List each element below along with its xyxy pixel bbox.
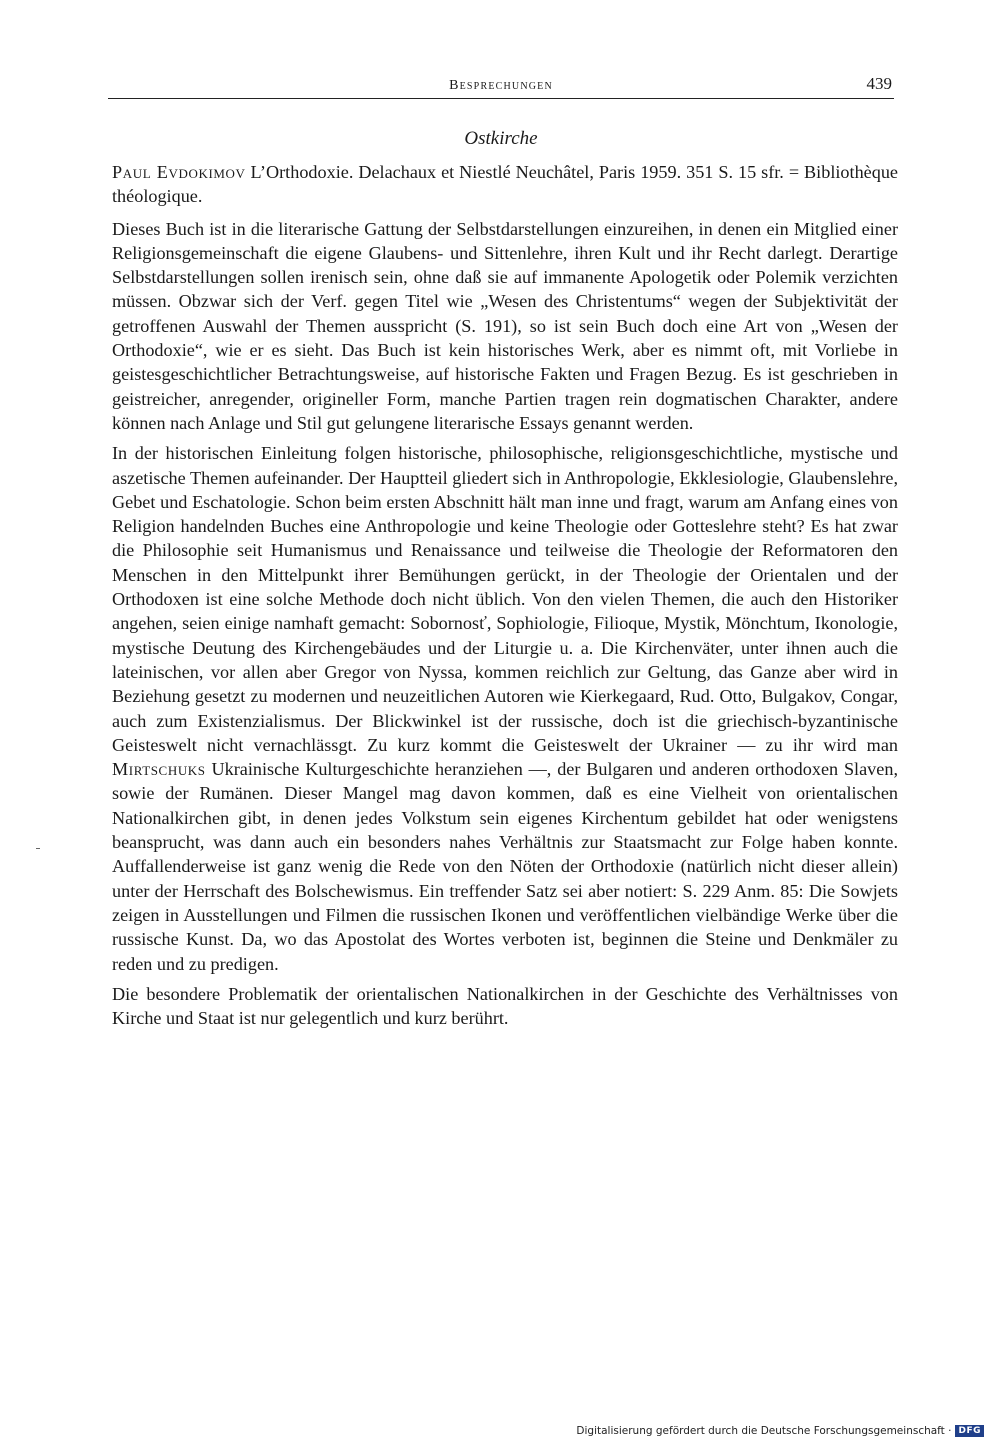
digitization-footer bbox=[576, 1425, 984, 1437]
review-body bbox=[112, 160, 898, 1036]
bibliographic-entry bbox=[112, 160, 898, 209]
paragraph-3: Die besondere Problematik der orientalischen Nationalkirchen in der Geschichte des Verhältnisses von Kirche und Staat ist nur gelegentlich und kurz berührt. bbox=[112, 983, 898, 1029]
book-details: L’Orthodoxie. Delachaux et Niestlé Neuchâtel, Paris 1959. 351 S. 15 sfr. = Bibliothèque théologique. bbox=[112, 162, 899, 207]
cited-author: Mirtschuks bbox=[112, 759, 206, 780]
paragraph-1: Dieses Buch ist in die literarische Gattung der Selbstdarstellungen einzureihen, in denen ein Mitglied einer Religionsgemeinschaft die eigene Glaubens- und Sittenlehre, ihren Kult und ihr Recht darlegt. Derartige Selbstdarstellungen sollen irenisch sein, ohne daß sie auf immanente Apologetik oder Polemik verzichten müssen. Obzwar sich der Verf. gegen Titel wie „Wesen des Christentums“ wegen der Subjektivität der getroffenen Auswahl der Themen ausspricht (S. 191), so ist sein Buch doch eine Art von „Wesen der Orthodoxie“, wie er es sieht. Das Buch ist kein historisches Werk, aber es nimmt oft, mit Vorliebe in geistesgeschichtlicher Betrachtungsweise, auf historische Fakten und Fragen Bezug. Es ist geschrieben in geistreicher, anregender, origineller Form, manche Partien tragen rein dogmatischen Charakter, andere können nach Anlage und Stil gut gelungene literarische Essays genannt werden. bbox=[112, 218, 898, 433]
paragraph-2-part-1: In der historischen Einleitung folgen historische, philosophische, religionsgeschichtliche, mystische und aszetische Themen aufeinander. Der Hauptteil gliedert sich in Anthropologie, Ekklesiologie, Glaubenslehre, Gebet und Eschatologie. Schon beim ersten Abschnitt hält man inne und fragt, warum am Anfang eines von Religion handelnden Buches eine Anthropologie und keine Theologie oder Gotteslehre steht? Es hat zwar die Philosophie seit Humanismus und Renaissance und teilweise die Theologie der Reformatoren den Menschen in den Mittelpunkt ihrer Bemühungen gerückt, in der Theologie der Orientalen und der Orthodoxen ist eine solche Methode doch nicht üblich. Von den vielen Themen, die auch den Historiker angehen, seien einige namhaft gemacht: Sobornosť, Sophiologie, Filioque, Mystik, Mönchtum, Ikonologie, mystische Deutung des Kirchengebäudes und der Liturgie u. a. Die Kirchenväter, unter ihnen auch die lateinischen, vor allen aber Gregor von Nyssa, kommen reichlich zur Geltung, das Ganze aber wird in Beziehung gesetzt zu modernen und neuzeitlichen Autoren wie Kierkegaard, Rud. Otto, Bulgakov, Congar, auch zum Existenzialismus. Der Blickwinkel ist der russische, doch ist die griechisch-byzantinische Geisteswelt nicht vernachlässgt. Zu kurz kommt die Geisteswelt der Ukrainer — zu ihr wird man bbox=[112, 443, 898, 755]
book-author: Paul Evdokimov bbox=[112, 162, 246, 182]
paragraph-2-part-2: Ukrainische Kulturgeschichte heranziehen —, der Bulgaren und anderen orthodoxen Slaven, sowie der Rumänen. Dieser Mangel mag davon kommen, daß es eine Vielheit von orientalischen Nationalkirchen gibt, in denen jedes Volkstum sein eigenes Kirchentum gebildet hat oder wenigstens beansprucht, was dann auch ein besonders nahes Verhältnis zur Staatsmacht zur Folge haben konnte. Auffallenderweise ist ganz wenig die Rede von den Nöten der Orthodoxie (natürlich nicht dieser allein) unter der Herrschaft des Bolschewismus. Ein treffender Satz sei aber notiert: S. 229 Anm. 85: Die Sowjets zeigen in Ausstellungen und Filmen die russischen Ikonen und veröffentlichen vielbändige Werke über die russische Kunst. Da, wo das Apostolat des Wortes verboten ist, beginnen die Steine und Denkmäler zu reden und zu predigen. bbox=[112, 759, 898, 974]
header-rule bbox=[108, 98, 894, 99]
margin-mark bbox=[36, 848, 40, 849]
page-number: 439 bbox=[866, 74, 892, 93]
running-head bbox=[108, 74, 894, 100]
running-head-title: Besprechungen bbox=[449, 78, 553, 93]
dfg-logo-icon: DFG bbox=[955, 1425, 984, 1437]
section-title: Ostkirche bbox=[464, 128, 538, 149]
footer-text: Digitalisierung gefördert durch die Deutsche Forschungsgemeinschaft · bbox=[576, 1425, 952, 1437]
paragraph-2 bbox=[112, 441, 898, 976]
